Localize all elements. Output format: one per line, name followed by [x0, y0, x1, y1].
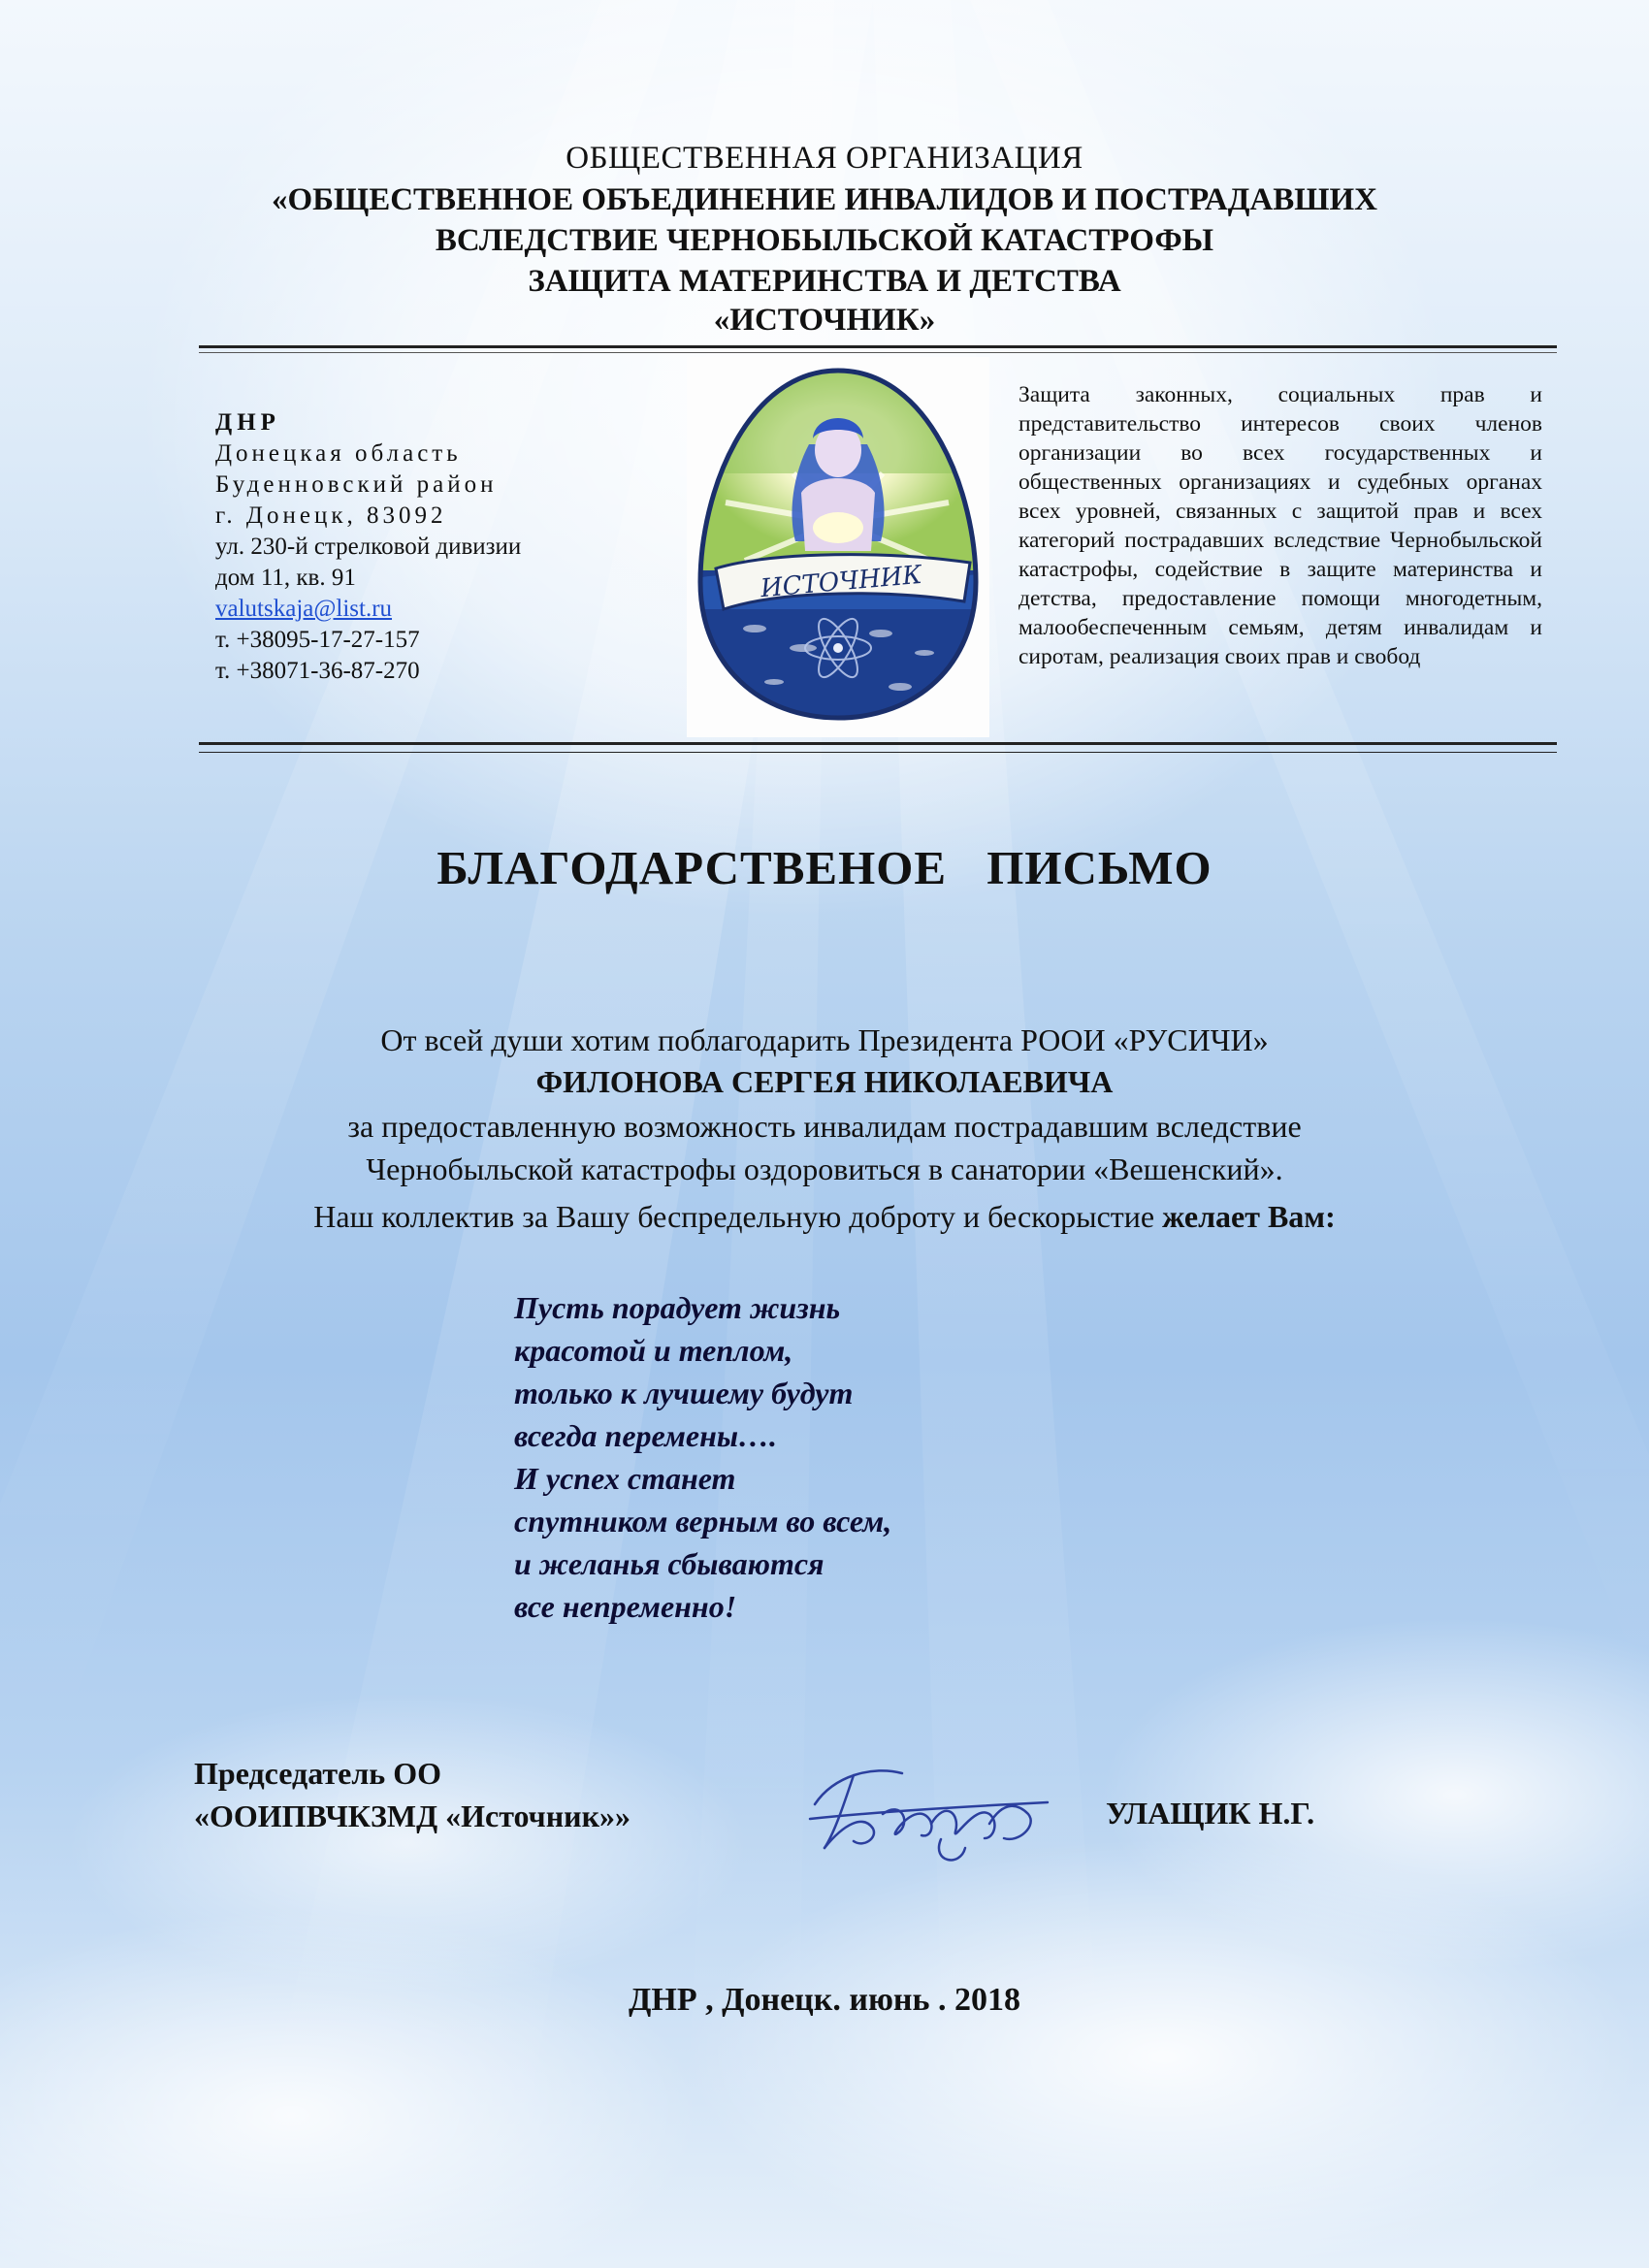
poem [514, 1286, 891, 1628]
body-line-1: От всей души хотим поблагодарить Президента РООИ «РУСИЧИ» [380, 1022, 1269, 1057]
phone-1: т. +38095-17-27-157 [215, 627, 420, 653]
address-block [215, 407, 623, 687]
address-region: ДНР [215, 409, 280, 436]
place-and-date: ДНР , Донецк. июнь . 2018 [629, 1982, 1020, 2018]
email-link[interactable]: valutskaja@list.ru [215, 596, 393, 622]
poem-line: И успех станет [514, 1461, 736, 1496]
poem-line: только к лучшему будут [514, 1376, 854, 1410]
body-line-3: за предоставленную возможность инвалидам пострадавшим вследствие [347, 1109, 1302, 1144]
poem-line: спутником верным во всем, [514, 1504, 892, 1539]
organization-logo [687, 357, 989, 737]
address-oblast: Донецкая область [215, 440, 462, 467]
address-city: г. Донецк, 83092 [215, 502, 447, 529]
poem-line: и желанья сбываются [514, 1546, 824, 1581]
body-line-5-bold: желает Вам: [1162, 1199, 1336, 1234]
mission-statement: Защита законных, социальных прав и представительство интересов своих членов организации во всех государственных и общественных организациях и судебных органах всех уровней, связанных с защитой прав и всех категорий пострадавших вследствие Чернобыльской катастрофы, содействие в защите материнства и детства, предоставление помощи многодетным, малообеспеченным семьям, детям инвалидам и сиротам, реализация своих прав и свобод [1018, 382, 1542, 669]
address-house: дом 11, кв. 91 [215, 565, 356, 591]
signer-name: УЛАЩИК Н.Г. [1106, 1796, 1315, 1831]
address-street: ул. 230-й стрелковой дивизии [215, 534, 522, 560]
poem-line: красотой и теплом, [514, 1333, 793, 1368]
header-divider-top-thin [199, 352, 1557, 353]
egg-logo-icon [687, 357, 989, 737]
handwritten-signature [795, 1746, 1067, 1872]
org-name-line-1: «ОБЩЕСТВЕННОЕ ОБЪЕДИНЕНИЕ ИНВАЛИДОВ И ПОСТРАДАВШИХ [271, 182, 1378, 217]
poem-line: все непременно! [514, 1589, 737, 1624]
letter-title: БЛАГОДАРСТВЕНОЕ ПИСЬМО [436, 841, 1212, 894]
org-name-line-3: ЗАЩИТА МАТЕРИНСТВА И ДЕТСТВА [528, 264, 1121, 299]
header-divider-bottom [199, 742, 1557, 745]
signer-role-line-2: «ООИПВЧКЗМД «Источник»» [194, 1798, 631, 1833]
body-line-5-regular: Наш коллектив за Вашу беспредельную доброту и бескорыстие [313, 1199, 1155, 1234]
logo-banner-text: ИСТОЧНИК [759, 560, 923, 604]
signer-role-line-1: Председатель ОО [194, 1756, 441, 1791]
address-district: Буденновский район [215, 471, 498, 498]
header-divider-bottom-thin [199, 752, 1557, 753]
recipient-name: ФИЛОНОВА СЕРГЕЯ НИКОЛАЕВИЧА [535, 1064, 1114, 1099]
phone-2: т. +38071-36-87-270 [215, 658, 420, 684]
body-line-5 [0, 1199, 1649, 1235]
poem-line: Пусть порадует жизнь [514, 1290, 841, 1325]
org-name-line-4: «ИСТОЧНИК» [713, 303, 936, 338]
poem-line: всегда перемены…. [514, 1418, 778, 1453]
org-name-line-2: ВСЛЕДСТВИЕ ЧЕРНОБЫЛЬСКОЙ КАТАСТРОФЫ [435, 223, 1214, 258]
signer-role [194, 1752, 630, 1837]
body-line-4: Чернобыльской катастрофы оздоровиться в санатории «Вешенский». [366, 1151, 1283, 1186]
header-divider-top [199, 345, 1557, 348]
org-kind: ОБЩЕСТВЕННАЯ ОРГАНИЗАЦИЯ [566, 141, 1083, 176]
